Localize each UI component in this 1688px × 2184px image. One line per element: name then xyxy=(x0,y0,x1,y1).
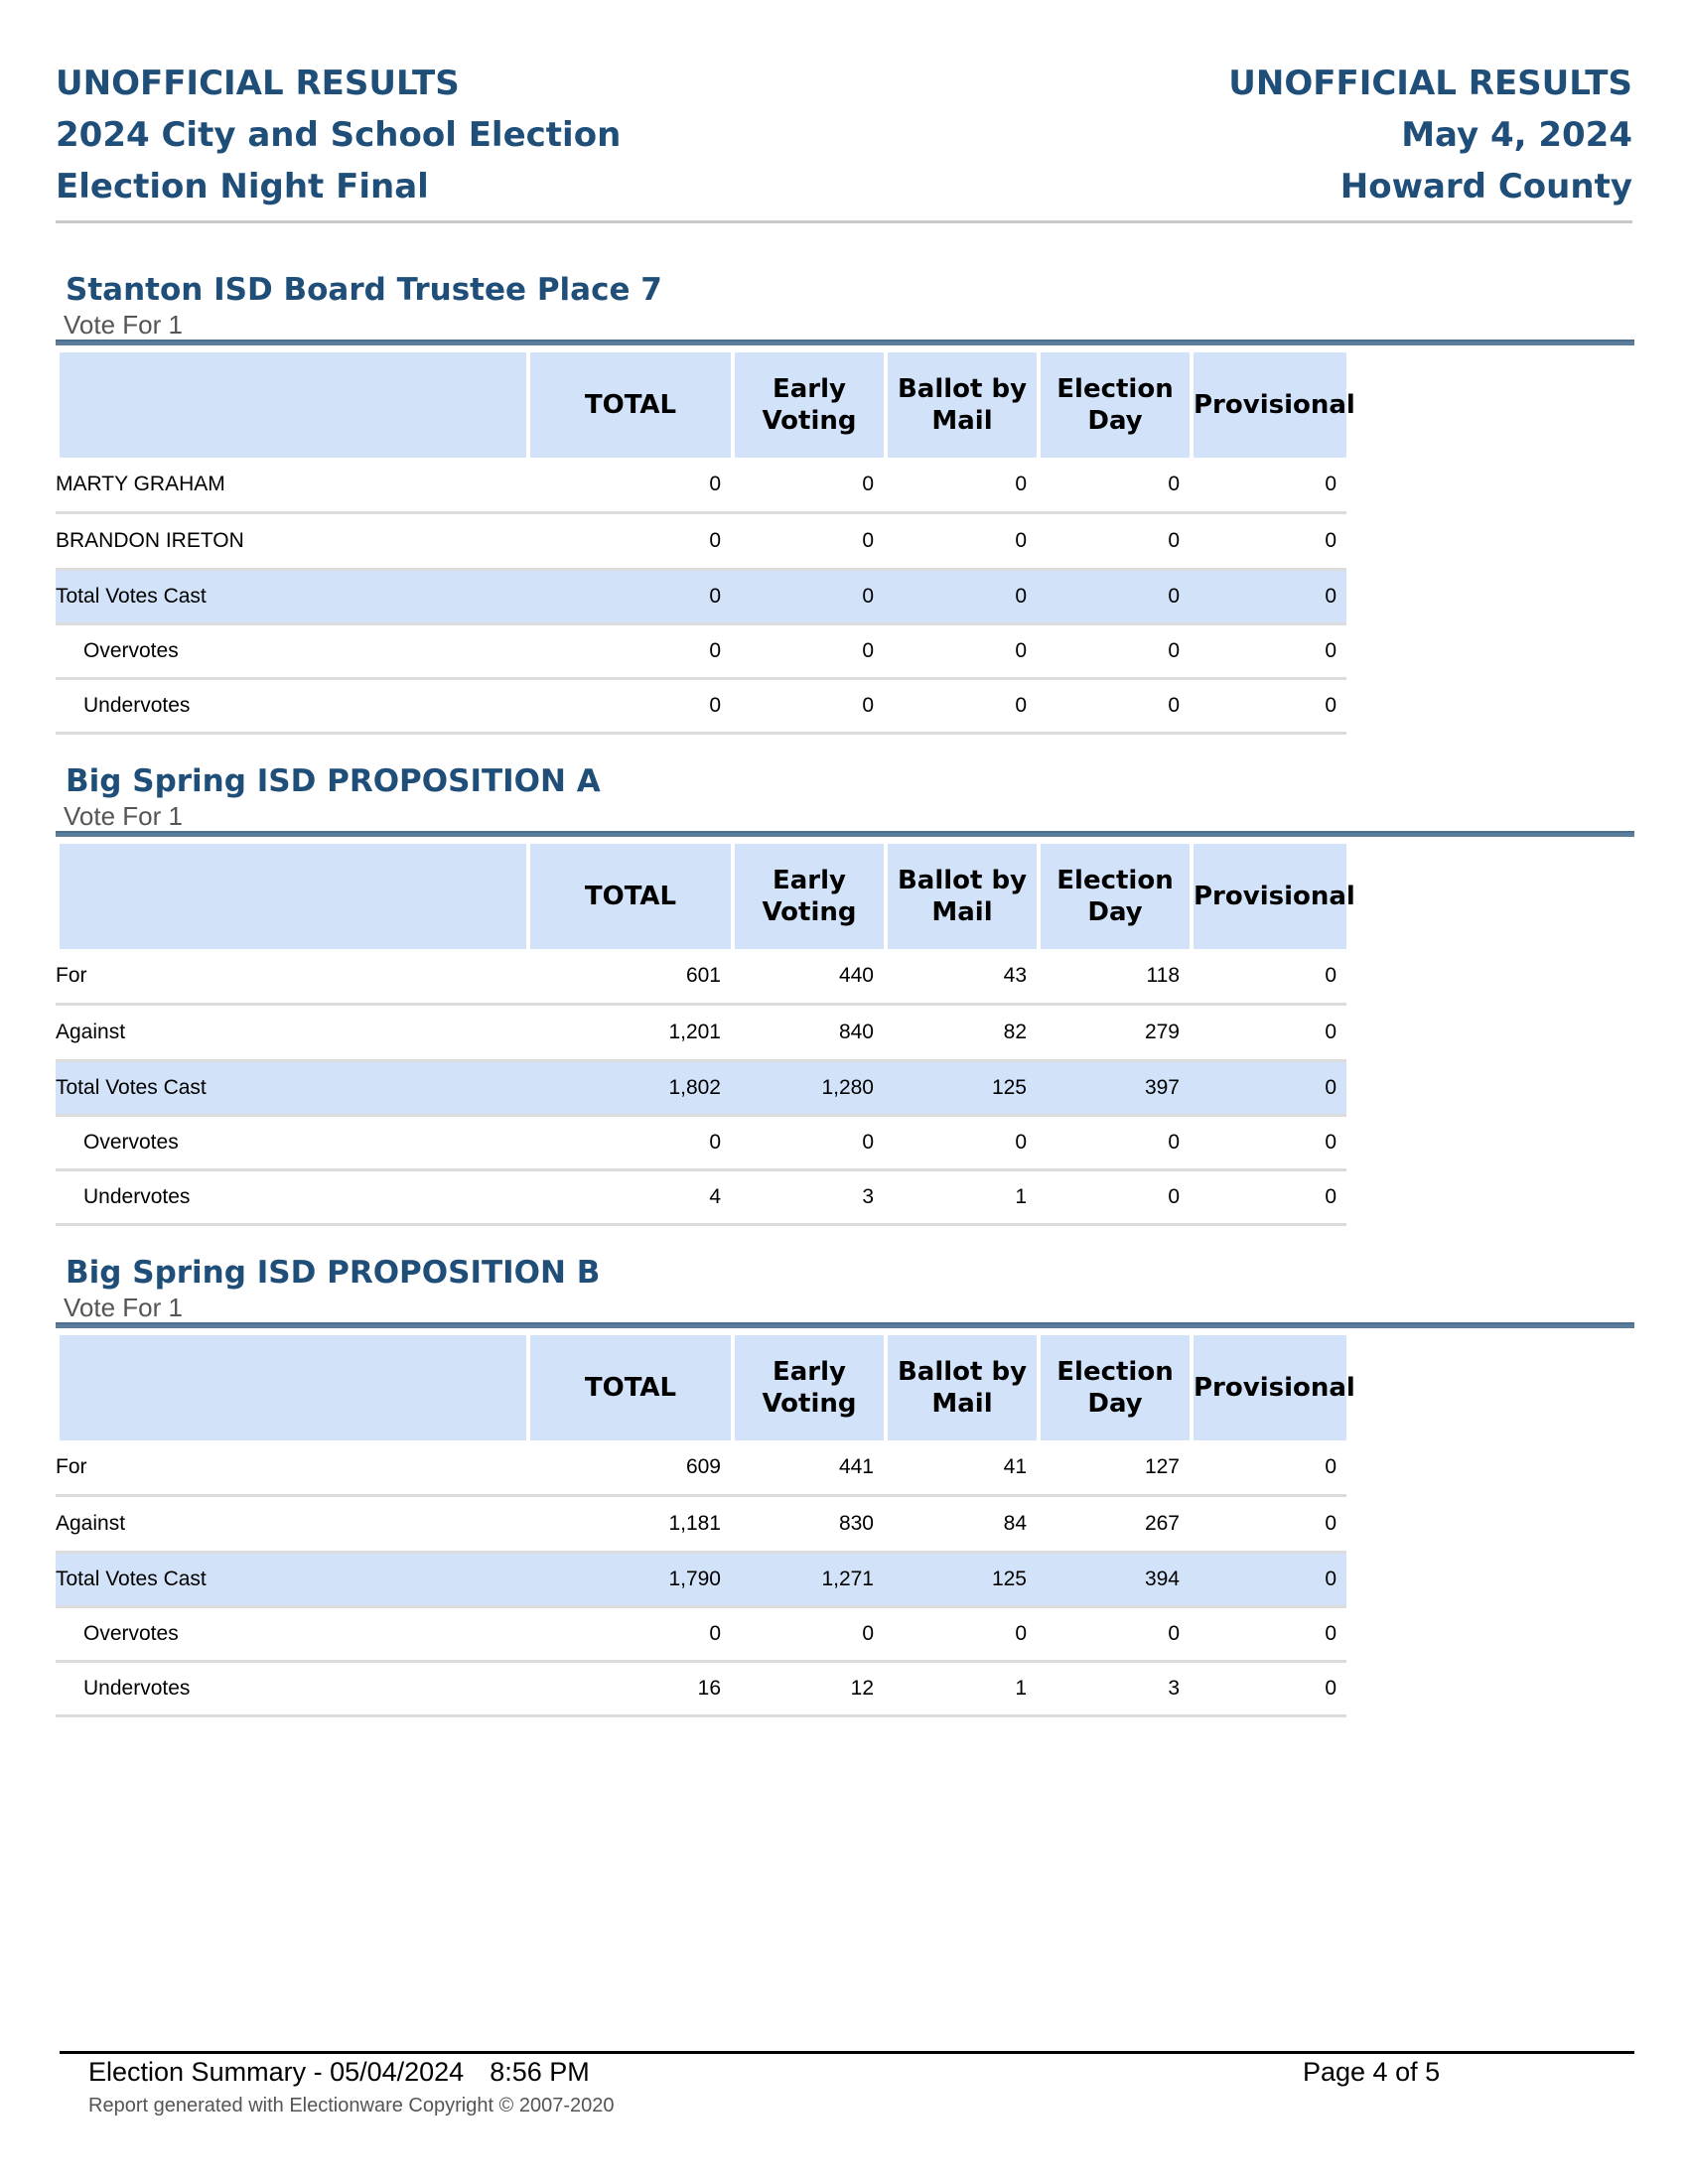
cell-provisional: 0 xyxy=(1190,1554,1346,1608)
results-table xyxy=(56,844,1355,1226)
column-header-election-day: Election Day xyxy=(1037,844,1190,949)
row-label: Total Votes Cast xyxy=(56,571,526,625)
report-header-left xyxy=(56,58,621,212)
cell-ballot-by-mail: 82 xyxy=(884,1006,1037,1062)
vote-for-label: Vote For 1 xyxy=(64,1293,183,1322)
column-header-total: TOTAL xyxy=(526,844,731,949)
row-label: Overvotes xyxy=(56,1608,526,1663)
row-label: BRANDON IRETON xyxy=(56,514,526,571)
contest-section xyxy=(56,270,1634,735)
contest-title: Big Spring ISD PROPOSITION A xyxy=(66,763,601,799)
column-header-election-day: Election Day xyxy=(1037,352,1190,458)
column-header-provisional: Provisional xyxy=(1190,1335,1346,1440)
table-row xyxy=(56,1440,1346,1497)
cell-early-voting: 0 xyxy=(731,680,884,735)
cell-provisional: 0 xyxy=(1190,1497,1346,1554)
cell-provisional: 0 xyxy=(1190,1171,1346,1226)
total-votes-row xyxy=(56,1062,1346,1117)
cell-ballot-by-mail: 0 xyxy=(884,680,1037,735)
cell-ballot-by-mail: 0 xyxy=(884,571,1037,625)
cell-total: 0 xyxy=(526,514,731,571)
report-header-right xyxy=(1228,58,1632,212)
row-label: MARTY GRAHAM xyxy=(56,458,526,514)
undervotes-row xyxy=(56,680,1346,735)
row-label: Undervotes xyxy=(56,680,526,735)
footer-summary xyxy=(88,2055,590,2089)
county-name: Howard County xyxy=(1339,167,1632,206)
cell-election-day: 267 xyxy=(1037,1497,1190,1554)
column-header-provisional: Provisional xyxy=(1190,352,1346,458)
cell-early-voting: 830 xyxy=(731,1497,884,1554)
cell-total: 0 xyxy=(526,458,731,514)
cell-total: 16 xyxy=(526,1663,731,1717)
cell-early-voting: 0 xyxy=(731,514,884,571)
cell-ballot-by-mail: 125 xyxy=(884,1554,1037,1608)
cell-provisional: 0 xyxy=(1190,949,1346,1006)
cell-election-day: 0 xyxy=(1037,458,1190,514)
election-date: May 4, 2024 xyxy=(1401,115,1632,155)
cell-ballot-by-mail: 0 xyxy=(884,458,1037,514)
page-number: Page 4 of 5 xyxy=(1303,2057,1441,2087)
cell-early-voting: 12 xyxy=(731,1663,884,1717)
cell-total: 1,802 xyxy=(526,1062,731,1117)
column-header-election-day: Election Day xyxy=(1037,1335,1190,1440)
cell-provisional: 0 xyxy=(1190,1663,1346,1717)
table-row xyxy=(56,1006,1346,1062)
report-stage: Election Night Final xyxy=(56,167,429,206)
column-header-choice xyxy=(56,1335,526,1440)
column-header-choice xyxy=(56,844,526,949)
cell-early-voting: 0 xyxy=(731,571,884,625)
cell-election-day: 118 xyxy=(1037,949,1190,1006)
cell-ballot-by-mail: 0 xyxy=(884,1117,1037,1171)
cell-ballot-by-mail: 125 xyxy=(884,1062,1037,1117)
report-status-right: UNOFFICIAL RESULTS xyxy=(1228,64,1632,103)
column-header-choice xyxy=(56,352,526,458)
column-header-ballot-by-mail: Ballot by Mail xyxy=(884,844,1037,949)
column-header-ballot-by-mail: Ballot by Mail xyxy=(884,1335,1037,1440)
cell-election-day: 0 xyxy=(1037,1117,1190,1171)
contest-title: Stanton ISD Board Trustee Place 7 xyxy=(66,272,662,308)
table-header-row xyxy=(56,1335,1346,1440)
cell-provisional: 0 xyxy=(1190,514,1346,571)
undervotes-row xyxy=(56,1171,1346,1226)
cell-total: 609 xyxy=(526,1440,731,1497)
cell-ballot-by-mail: 84 xyxy=(884,1497,1037,1554)
footer-summary-label: Election Summary - 05/04/2024 xyxy=(88,2057,465,2087)
cell-provisional: 0 xyxy=(1190,1006,1346,1062)
cell-election-day: 0 xyxy=(1037,514,1190,571)
header-divider xyxy=(56,220,1632,223)
election-name: 2024 City and School Election xyxy=(56,115,622,155)
row-label: For xyxy=(56,949,526,1006)
cell-election-day: 397 xyxy=(1037,1062,1190,1117)
cell-early-voting: 440 xyxy=(731,949,884,1006)
cell-provisional: 0 xyxy=(1190,458,1346,514)
table-header-row xyxy=(56,352,1346,458)
row-label: Total Votes Cast xyxy=(56,1554,526,1608)
cell-total: 0 xyxy=(526,680,731,735)
cell-early-voting: 1,280 xyxy=(731,1062,884,1117)
cell-total: 0 xyxy=(526,1117,731,1171)
vote-for-label: Vote For 1 xyxy=(64,801,183,831)
row-label: Against xyxy=(56,1006,526,1062)
results-table xyxy=(56,1335,1355,1717)
cell-election-day: 279 xyxy=(1037,1006,1190,1062)
cell-early-voting: 840 xyxy=(731,1006,884,1062)
cell-early-voting: 0 xyxy=(731,458,884,514)
cell-total: 0 xyxy=(526,625,731,680)
cell-total: 4 xyxy=(526,1171,731,1226)
contest-divider xyxy=(56,1322,1634,1330)
contest-section xyxy=(56,761,1634,1226)
cell-total: 0 xyxy=(526,1608,731,1663)
column-header-provisional: Provisional xyxy=(1190,844,1346,949)
cell-ballot-by-mail: 0 xyxy=(884,514,1037,571)
undervotes-row xyxy=(56,1663,1346,1717)
cell-election-day: 0 xyxy=(1037,625,1190,680)
row-label: Against xyxy=(56,1497,526,1554)
column-header-early-voting: Early Voting xyxy=(731,352,884,458)
cell-provisional: 0 xyxy=(1190,1117,1346,1171)
cell-early-voting: 0 xyxy=(731,1117,884,1171)
cell-provisional: 0 xyxy=(1190,571,1346,625)
total-votes-row xyxy=(56,571,1346,625)
overvotes-row xyxy=(56,1117,1346,1171)
cell-early-voting: 441 xyxy=(731,1440,884,1497)
cell-total: 1,790 xyxy=(526,1554,731,1608)
column-header-total: TOTAL xyxy=(526,1335,731,1440)
total-votes-row xyxy=(56,1554,1346,1608)
vote-for-label: Vote For 1 xyxy=(64,310,183,340)
cell-ballot-by-mail: 1 xyxy=(884,1663,1037,1717)
cell-early-voting: 3 xyxy=(731,1171,884,1226)
row-label: Total Votes Cast xyxy=(56,1062,526,1117)
row-label: Undervotes xyxy=(56,1663,526,1717)
cell-election-day: 127 xyxy=(1037,1440,1190,1497)
cell-ballot-by-mail: 0 xyxy=(884,625,1037,680)
results-table xyxy=(56,352,1355,735)
contest-section xyxy=(56,1253,1634,1717)
cell-early-voting: 1,271 xyxy=(731,1554,884,1608)
cell-provisional: 0 xyxy=(1190,625,1346,680)
cell-provisional: 0 xyxy=(1190,1440,1346,1497)
column-header-ballot-by-mail: Ballot by Mail xyxy=(884,352,1037,458)
footer-divider xyxy=(60,2051,1634,2054)
table-row xyxy=(56,1497,1346,1554)
contest-divider xyxy=(56,340,1634,347)
table-row xyxy=(56,514,1346,571)
contest-divider xyxy=(56,831,1634,839)
table-row xyxy=(56,458,1346,514)
table-row xyxy=(56,949,1346,1006)
cell-ballot-by-mail: 1 xyxy=(884,1171,1037,1226)
cell-early-voting: 0 xyxy=(731,625,884,680)
report-status-left: UNOFFICIAL RESULTS xyxy=(56,64,460,103)
cell-total: 0 xyxy=(526,571,731,625)
cell-total: 601 xyxy=(526,949,731,1006)
cell-election-day: 0 xyxy=(1037,571,1190,625)
cell-ballot-by-mail: 41 xyxy=(884,1440,1037,1497)
cell-provisional: 0 xyxy=(1190,680,1346,735)
cell-provisional: 0 xyxy=(1190,1062,1346,1117)
column-header-total: TOTAL xyxy=(526,352,731,458)
row-label: For xyxy=(56,1440,526,1497)
column-header-early-voting: Early Voting xyxy=(731,844,884,949)
footer-copyright: Report generated with Electionware Copyright © 2007-2020 xyxy=(88,2095,615,2116)
row-label: Overvotes xyxy=(56,625,526,680)
cell-ballot-by-mail: 43 xyxy=(884,949,1037,1006)
cell-election-day: 0 xyxy=(1037,1608,1190,1663)
row-label: Undervotes xyxy=(56,1171,526,1226)
cell-total: 1,181 xyxy=(526,1497,731,1554)
cell-election-day: 0 xyxy=(1037,680,1190,735)
overvotes-row xyxy=(56,625,1346,680)
overvotes-row xyxy=(56,1608,1346,1663)
contest-title: Big Spring ISD PROPOSITION B xyxy=(66,1255,601,1291)
table-header-row xyxy=(56,844,1346,949)
row-label: Overvotes xyxy=(56,1117,526,1171)
cell-election-day: 394 xyxy=(1037,1554,1190,1608)
cell-early-voting: 0 xyxy=(731,1608,884,1663)
footer-time: 8:56 PM xyxy=(490,2057,590,2087)
cell-election-day: 3 xyxy=(1037,1663,1190,1717)
cell-election-day: 0 xyxy=(1037,1171,1190,1226)
column-header-early-voting: Early Voting xyxy=(731,1335,884,1440)
cell-ballot-by-mail: 0 xyxy=(884,1608,1037,1663)
cell-total: 1,201 xyxy=(526,1006,731,1062)
cell-provisional: 0 xyxy=(1190,1608,1346,1663)
